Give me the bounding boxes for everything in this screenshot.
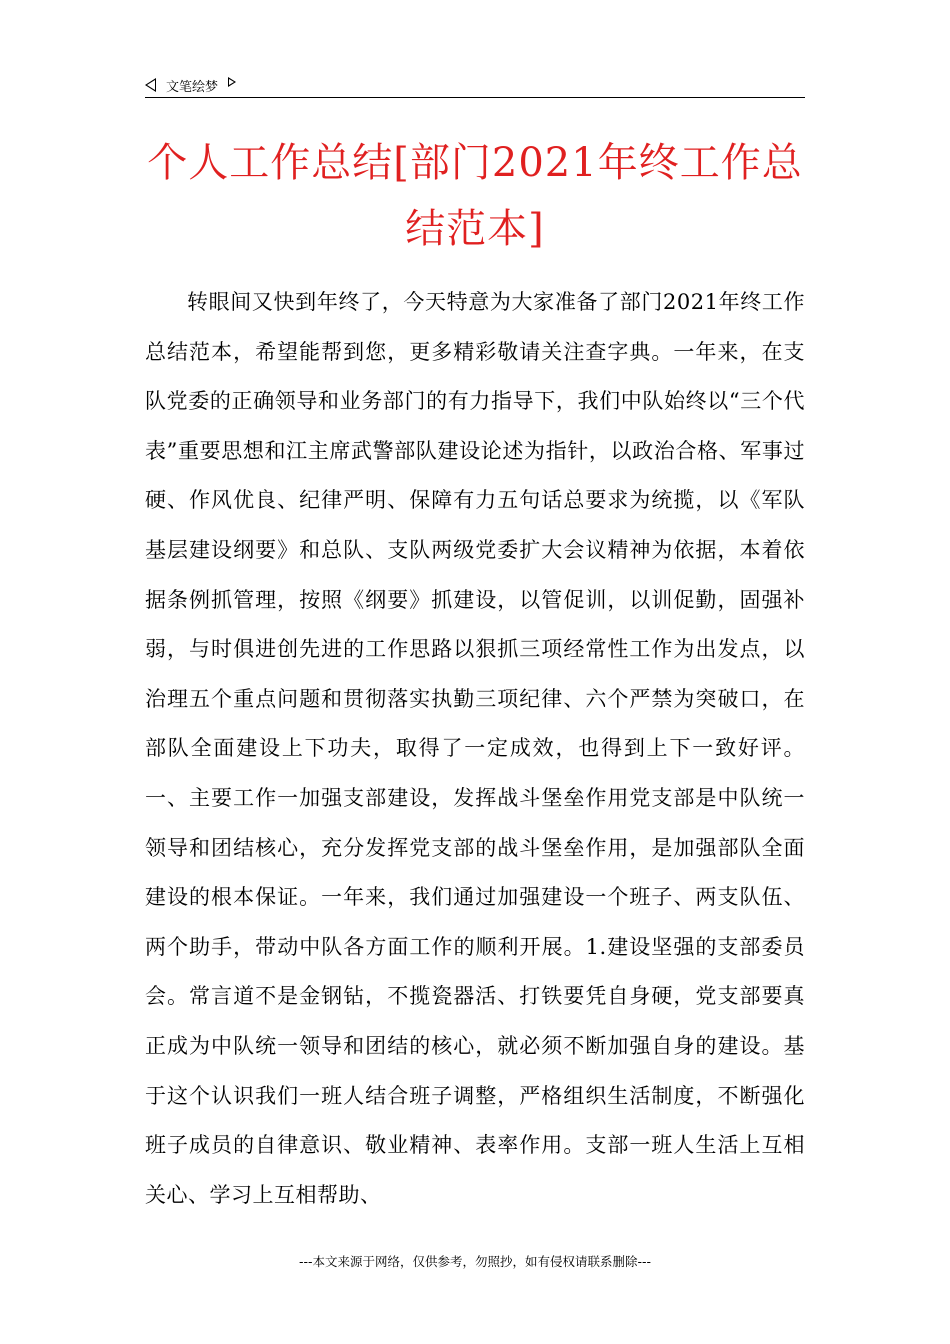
- document-body: 转眼间又快到年终了，今天特意为大家准备了部门2021年终工作总结范本，希望能帮到您，更多精彩敬请关注查字典。一年来，在支队党委的正确领导和业务部门的有力指导下，我们中队始终以“三个代表”重要思想和江主席武警部队建设论述为指针，以政治合格、军事过硬、作风优良、纪律严明、保障有力五句话总要求为统揽，以《军队基层建设纲要》和总队、支队两级党委扩大会议精神为依据，本着依据条例抓管理，按照《纲要》抓建设，以管促训，以训促勤，固强补弱，与时俱进创先进的工作思路以狠抓三项经常性工作为出发点，以治理五个重点问题和贯彻落实执勤三项纪律、六个严禁为突破口，在部队全面建设上下功夫，取得了一定成效，也得到上下一致好评。一、主要工作一加强支部建设，发挥战斗堡垒作用党支部是中队统一领导和团结核心，充分发挥党支部的战斗堡垒作用，是加强部队全面建设的根本保证。一年来，我们通过加强建设一个班子、两支队伍、两个助手，带动中队各方面工作的顺利开展。1.建设坚强的支部委员会。常言道不是金钢钻，不揽瓷器活、打铁要凭自身硬，党支部要真正成为中队统一领导和团结的核心，就必须不断加强自身的建设。基于这个认识我们一班人结合班子调整，严格组织生活制度，不断强化班子成员的自律意识、敬业精神、表率作用。支部一班人生活上互相关心、学习上互相帮助、: [145, 290, 805, 1207]
- header-brand: 文笔绘梦: [166, 79, 219, 95]
- triangle-left-icon: [145, 78, 156, 92]
- page-header: [145, 74, 805, 96]
- triangle-right-icon: [228, 77, 236, 87]
- header-divider: [145, 97, 805, 98]
- document-title: 个人工作总结[部门2021年终工作总结范本]: [147, 140, 803, 252]
- footer-notice: ---本文来源于网络，仅供参考，勿照抄，如有侵权请联系删除---: [298, 1254, 652, 1269]
